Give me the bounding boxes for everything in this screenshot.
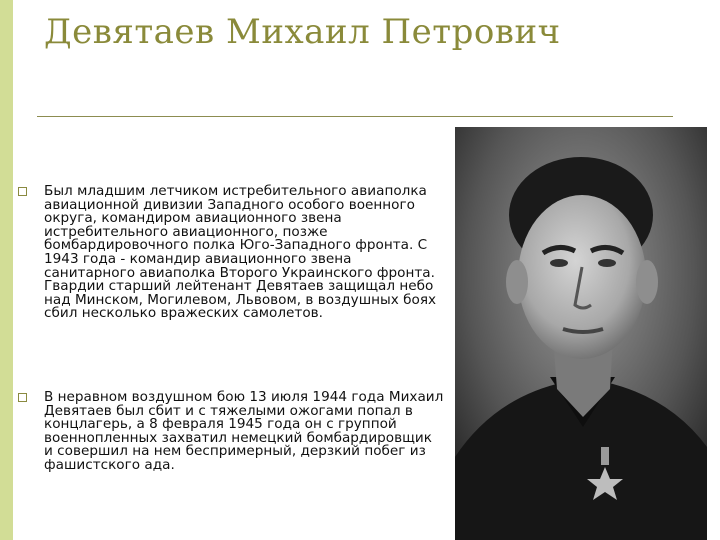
left-accent-bar [0,0,13,540]
bullet-text: Был младшим летчиком истребительного авиаполка авиационной дивизии Западного особого военного округа, командиром авиационного звена истребительного авиационного, позже бомбардировочного полка Юго-Западного фронта. С 1943 года - командир авиационного звена санитарного авиаполка Второго Украинского фронта. Гвардии старший лейтенант Девятаев защищал небо над Минском, Могилевом, Львовом, в воздушных боях сбил несколько вражеских самолетов. [44,183,437,322]
bullet-text: В неравном воздушном бою 13 июля 1944 года Михаил Девятаев был сбит и с тяжелыми ожогами попал в концлагерь, а 8 февраля 1945 года он с группой военнопленных захватил немецкий бомбардировщик и совершил на нем беспримерный, дерзкий побег из фашистского ада. [44,389,444,473]
portrait-photo [455,127,707,540]
slide-title: Девятаев Михаил Петрович [44,12,561,52]
bullet-square-icon [18,393,27,402]
title-divider [37,116,673,117]
bullet-square-icon [18,187,27,196]
